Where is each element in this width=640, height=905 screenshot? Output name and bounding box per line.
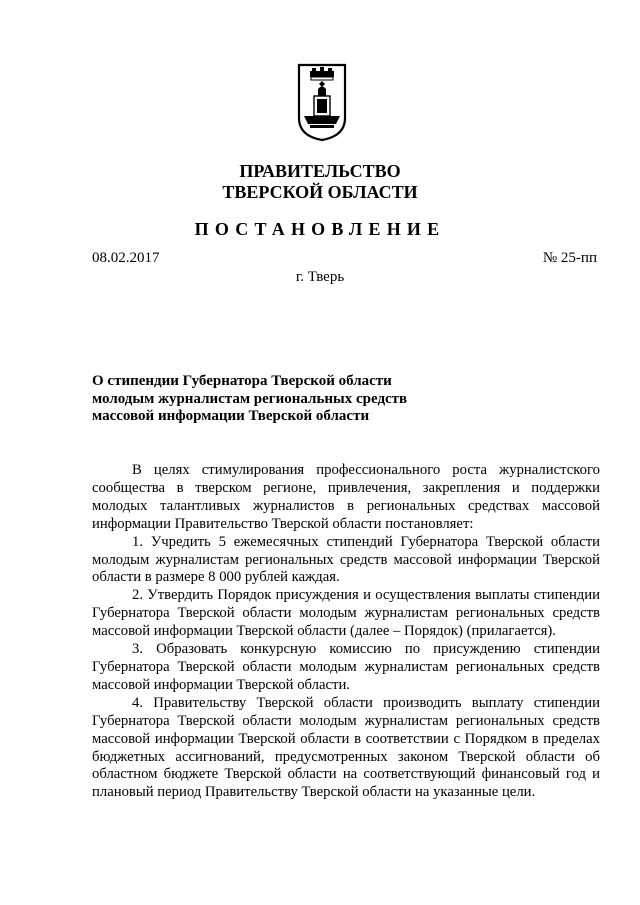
clause-3-paragraph: 3. Образовать конкурсную комиссию по присуждению стипендии Губернатора Тверской области молодым журналистам региональных средств массовой информации Тверской области. (92, 641, 600, 693)
document-type-heading: ПОСТАНОВЛЕНИЕ (194, 219, 446, 239)
document-number: № 25-пп (542, 250, 597, 266)
decree-title (92, 373, 432, 426)
clause-2-paragraph: 2. Утвердить Порядок присуждения и осуществления выплаты стипендии Губернатора Тверской области молодым журналистам региональных средств массовой информации Тверской области (далее – Порядок) (прилагается). (92, 587, 600, 640)
document-city: г. Тверь (295, 269, 345, 285)
government-title-line2: ТВЕРСКОЙ ОБЛАСТИ (222, 182, 418, 202)
preamble-paragraph: В целях стимулирования профессионального роста журналистского сообщества в тверском регионе, привлечения, закрепления и поддержки молодых талантливых журналистов в региональных средствах массовой информации Правительство Тверской области постановляет: (92, 462, 600, 532)
document-date: 08.02.2017 (92, 250, 160, 266)
decree-title-line2: молодым журналистам региональных средств (92, 390, 408, 407)
decree-body (92, 462, 600, 802)
government-title-line1: ПРАВИТЕЛЬСТВО (239, 161, 401, 181)
clause-1-paragraph: 1. Учредить 5 ежемесячных стипендий Губернатора Тверской области молодым журналистам региональных средств массовой информации Тверской области в размере 8 000 рублей каждая. (92, 533, 600, 586)
decree-title-line3: массовой информации Тверской области (92, 408, 370, 424)
clause-4-paragraph: 4. Правительству Тверской области производить выплату стипендии Губернатора Тверской области молодым журналистам региональных средств массовой информации Тверской области в соответствии с Порядком в пределах бюджетных ассигнований, предусмотренных законом Тверской области об областном бюджете Тверской области на соответствующий финансовый год и плановый период Правительству Тверской области на указанные цели. (92, 694, 600, 801)
coat-of-arms-emblem (296, 62, 348, 142)
decree-title-line1: О стипендии Губернатора Тверской области (92, 373, 392, 389)
